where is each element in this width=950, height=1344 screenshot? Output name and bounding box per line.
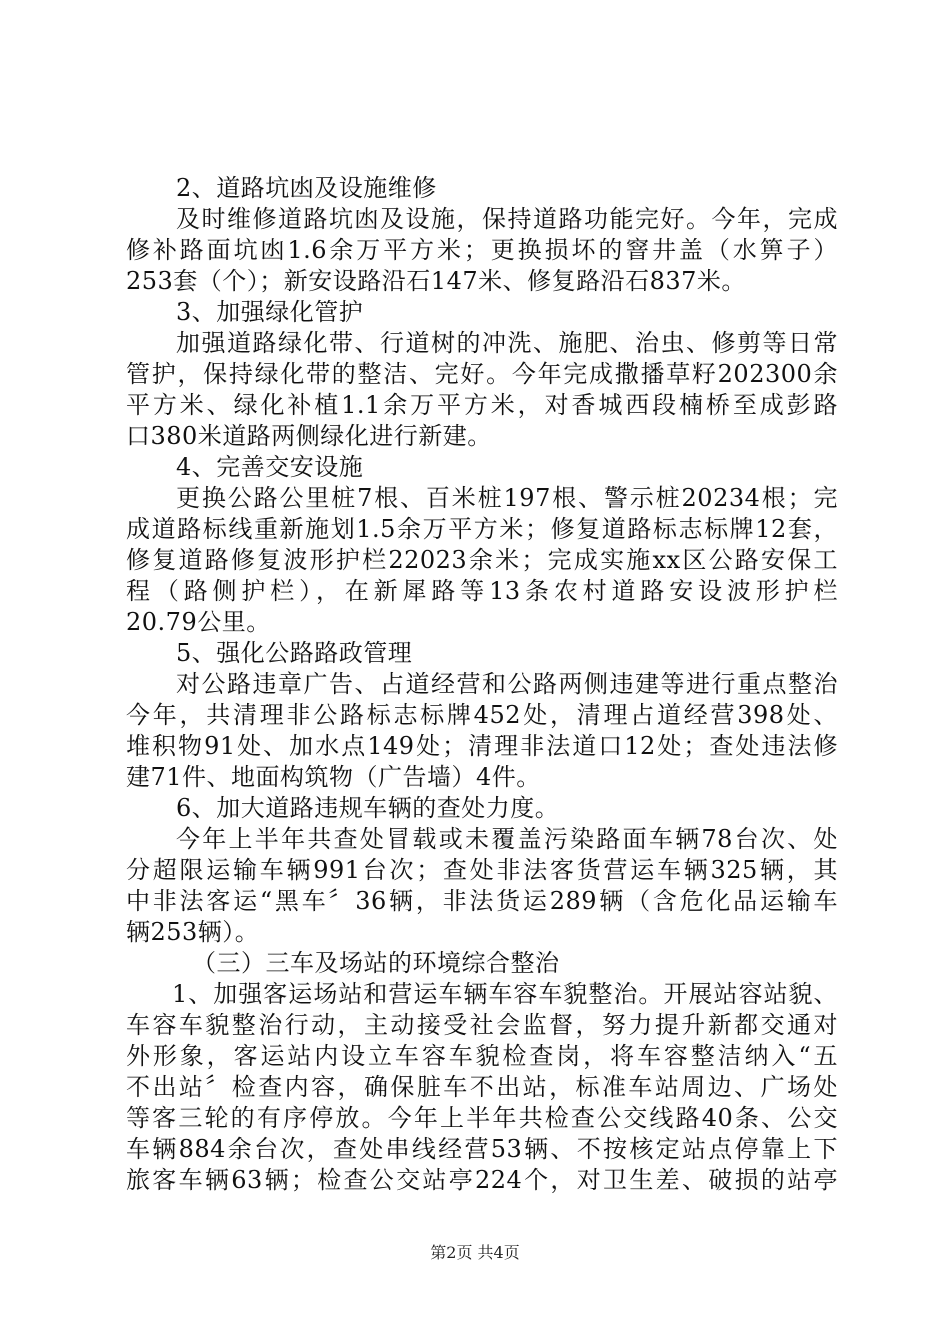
section-heading: 5、强化公路路政管理 <box>176 639 413 667</box>
paragraph-line: 今年上半年共查处冒载或未覆盖污染路面车辆78台次、处 <box>176 825 838 853</box>
document-body <box>126 173 838 1196</box>
section-heading: 4、完善交安设施 <box>176 453 364 481</box>
paragraph-line: 等客三轮的有序停放。今年上半年共检查公交线路40条、公交 <box>126 1104 838 1132</box>
paragraph-line: 修补路面坑凼1.6余万平方米；更换损坏的窨井盖（水箅子） <box>126 236 838 264</box>
paragraph-line: 加强道路绿化带、行道树的冲洗、施肥、治虫、修剪等日常 <box>176 329 838 357</box>
paragraph-line: 车辆884余台次，查处串线经营53辆、不按核定站点停靠上下 <box>126 1135 838 1163</box>
paragraph-line: 程（路侧护栏），在新犀路等13条农村道路安设波形护栏 <box>126 577 838 605</box>
paragraph-line: 平方米、绿化补植1.1余万平方米，对香城西段楠桥至成彭路 <box>126 391 838 419</box>
paragraph-line: 建71件、地面构筑物（广告墙）4件。 <box>126 763 541 791</box>
paragraph-line: 旅客车辆63辆；检查公交站亭224个，对卫生差、破损的站亭 <box>126 1166 838 1194</box>
paragraph-line: 253套（个）；新安设路沿石147米、修复路沿石837米。 <box>126 267 746 295</box>
paragraph-line: 1、加强客运场站和营运车辆车容车貌整治。开展站容站貌、 <box>172 980 838 1008</box>
paragraph-line: 修复道路修复波形护栏22023余米；完成实施xx区公路安保工 <box>126 546 838 574</box>
paragraph-line: 20.79公里。 <box>126 608 271 636</box>
section-heading: 2、道路坑凼及设施维修 <box>176 174 437 202</box>
page-number-footer: 第2页 共4页 <box>430 1243 520 1262</box>
paragraph-line: 外形象，客运站内设立车容车貌检查岗，将车容整洁纳入“五 <box>126 1042 838 1070</box>
section-heading: 3、加强绿化管护 <box>176 298 364 326</box>
paragraph-line: 堆积物91处、加水点149处；清理非法道口12处；查处违法修 <box>126 732 838 760</box>
paragraph-line: 辆253辆）。 <box>126 918 260 946</box>
paragraph-line: 车容车貌整治行动，主动接受社会监督，努力提升新都交通对 <box>126 1011 838 1039</box>
section-heading: （三）三车及场站的环境综合整治 <box>192 949 560 977</box>
paragraph-line: 今年，共清理非公路标志标牌452处，清理占道经营398处、 <box>126 701 838 729</box>
paragraph-line: 成道路标线重新施划1.5余万平方米；修复道路标志标牌12套， <box>126 515 838 543</box>
paragraph-line: 对公路违章广告、占道经营和公路两侧违建等进行重点整治 <box>176 670 838 698</box>
paragraph-line: 中非法客运“黑车〞36辆，非法货运289辆（含危化品运输车 <box>126 887 838 915</box>
paragraph-line: 及时维修道路坑凼及设施，保持道路功能完好。今年，完成 <box>176 205 838 233</box>
section-heading: 6、加大道路违规车辆的查处力度。 <box>176 794 560 822</box>
paragraph-line: 分超限运输车辆991台次；查处非法客货营运车辆325辆，其 <box>126 856 838 884</box>
paragraph-line: 不出站〞检查内容，确保脏车不出站，标准车站周边、广场处 <box>126 1073 838 1101</box>
paragraph-line: 口380米道路两侧绿化进行新建。 <box>126 422 492 450</box>
paragraph-line: 更换公路公里桩7根、百米桩197根、警示桩20234根；完 <box>176 484 838 512</box>
paragraph-line: 管护，保持绿化带的整洁、完好。今年完成撒播草籽202300余 <box>126 360 838 388</box>
